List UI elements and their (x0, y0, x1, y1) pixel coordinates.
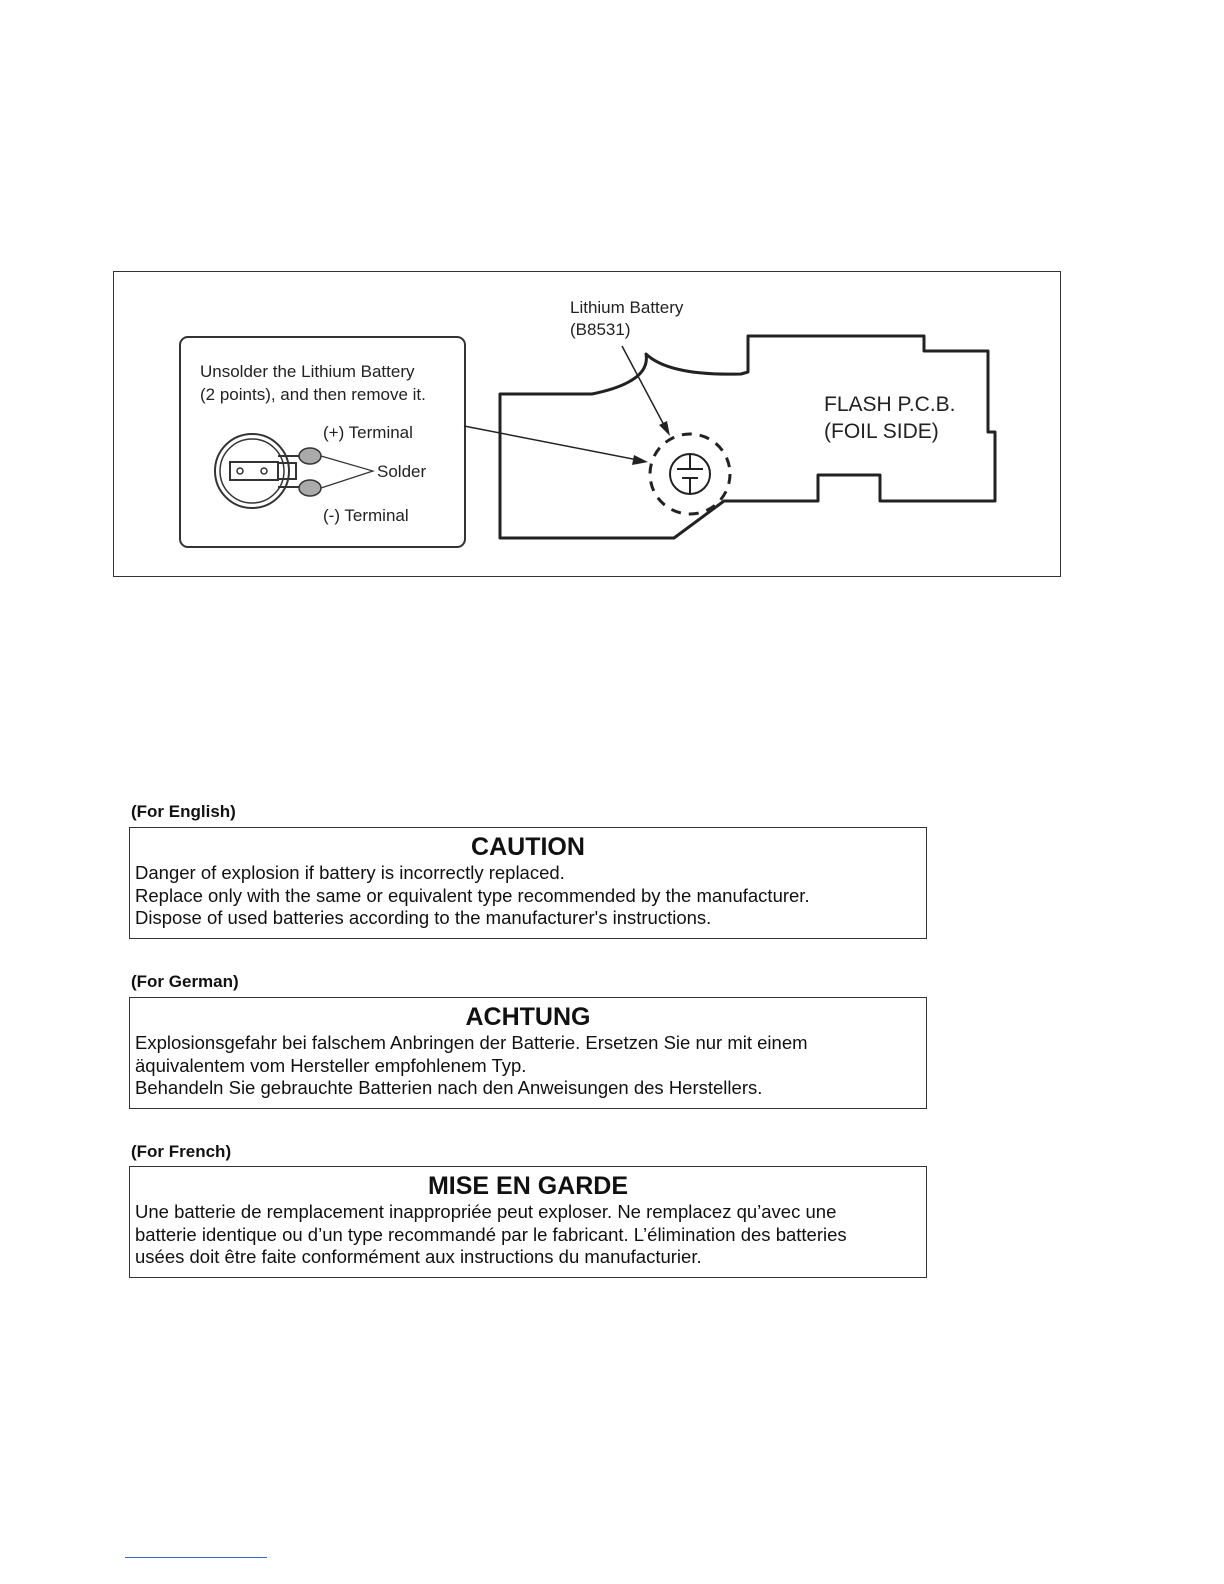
french-caution-title: MISE EN GARDE (427, 1172, 629, 1200)
german-caution-line: Explosionsgefahr bei falschem Anbringen der Batterie. Ersetzen Sie nur mit einem (135, 1032, 808, 1053)
plus-terminal-label: (+) Terminal (323, 423, 413, 442)
french-label: (For French) (131, 1142, 232, 1161)
english-caution-line: Replace only with the same or equivalent type recommended by the manufacturer. (135, 884, 810, 906)
german-caution-title: ACHTUNG (465, 1003, 591, 1031)
solder-pointer-lines (321, 456, 373, 488)
german-caution-line: Behandeln Sie gebrauchte Batterien nach den Anweisungen des Herstellers. (135, 1077, 763, 1098)
callout-arrow-line (464, 426, 638, 460)
english-caution-line: Dispose of used batteries according to the manufacturer's instructions. (135, 907, 712, 928)
battery-removal-diagram (113, 271, 1061, 577)
english-caution-box (129, 827, 927, 939)
solder-point-plus (299, 448, 321, 464)
french-caution-line: Une batterie de remplacement inappropriée peut exploser. Ne remplacez qu’avec une (135, 1201, 837, 1222)
pcb-label-line-2: (FOIL SIDE) (824, 420, 939, 443)
english-label: (For English) (131, 802, 236, 821)
solder-point-minus (299, 480, 321, 496)
battery-label-line-1: Lithium Battery (570, 298, 684, 317)
battery-label-arrow-line (622, 346, 665, 427)
minus-terminal-label: (-) Terminal (323, 506, 409, 525)
coin-battery-icon (215, 434, 304, 508)
german-label: (For German) (131, 972, 239, 991)
battery-location-circle (650, 434, 730, 514)
german-caution-line: äquivalentem vom Hersteller empfohlenem Typ. (135, 1054, 527, 1076)
german-caution-box (129, 997, 927, 1109)
diagram-drawing (114, 272, 1062, 578)
footer-rule (125, 1557, 267, 1558)
instruction-line-1: Unsolder the Lithium Battery (200, 362, 415, 381)
battery-symbol-icon (670, 454, 710, 494)
callout-arrow-head (632, 455, 648, 465)
english-caution-line: Danger of explosion if battery is incorrectly replaced. (135, 862, 565, 883)
french-caution-line: batterie identique ou d’un type recommandé par le fabricant. L’élimination des batteries (135, 1223, 847, 1245)
french-caution-line: usées doit être faite conformément aux instructions du manufacturier. (135, 1246, 702, 1267)
pcb-label-line-1: FLASH P.C.B. (824, 393, 956, 416)
battery-label-arrow-head (659, 421, 670, 436)
solder-label: Solder (377, 462, 427, 481)
instruction-line-2: (2 points), and then remove it. (200, 385, 426, 404)
battery-label-line-2: (B8531) (570, 320, 631, 339)
french-caution-box (129, 1166, 927, 1278)
english-caution-title: CAUTION (471, 833, 585, 861)
